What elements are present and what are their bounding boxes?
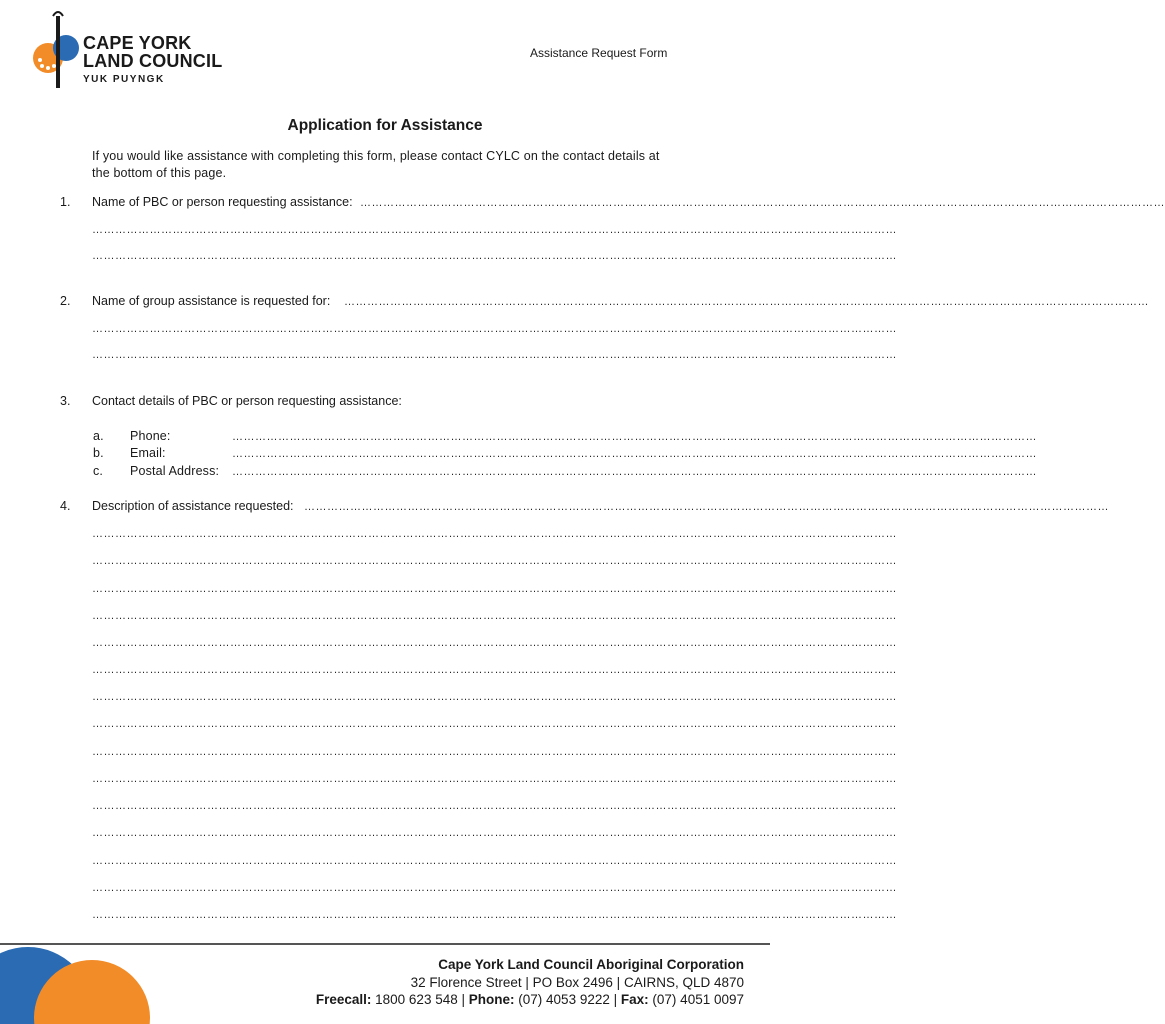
page-title: Application for Assistance xyxy=(287,117,483,134)
freecall-number[interactable]: 1800 623 548 xyxy=(375,992,458,1007)
q4-answer-line-1[interactable]: ………………………………………………………………………………………………………………………………………………………………………………………… xyxy=(304,501,1109,513)
q4-answer-line[interactable]: ………………………………………………………………………………………………………………………………………………………………………………………… xyxy=(92,583,897,595)
logo-line-2: LAND COUNCIL xyxy=(83,51,223,71)
q2-label: Name of group assistance is requested for: xyxy=(92,294,331,308)
email-field[interactable]: ………………………………………………………………………………………………………………………………………………………………………………………… xyxy=(232,448,1037,460)
q4-answer-line[interactable]: ………………………………………………………………………………………………………………………………………………………………………………………… xyxy=(92,637,897,649)
q1-answer-line-1[interactable]: ………………………………………………………………………………………………………………………………………………………………………………………… xyxy=(360,197,1165,209)
q1-answer-line-2[interactable]: ………………………………………………………………………………………………………………………………………………………………………………………… xyxy=(92,224,897,236)
q4-answer-line[interactable]: ………………………………………………………………………………………………………………………………………………………………………………………… xyxy=(92,746,897,758)
q4-answer-line[interactable]: ………………………………………………………………………………………………………………………………………………………………………………………… xyxy=(92,800,897,812)
fax-number: (07) 4051 0097 xyxy=(652,992,744,1007)
fax-label: Fax: xyxy=(620,992,649,1007)
q3-label: Contact details of PBC or person requesting assistance: xyxy=(92,394,402,408)
footer-address: 32 Florence Street | PO Box 2496 | CAIRNS, QLD 4870 xyxy=(410,975,744,990)
q4-number: 4. xyxy=(60,499,71,513)
q3c-letter: c. xyxy=(93,464,104,478)
logo-line-1: CAPE YORK xyxy=(83,33,192,53)
separator: | xyxy=(461,992,469,1007)
phone-number[interactable]: (07) 4053 9222 xyxy=(518,992,610,1007)
q4-answer-line[interactable]: ………………………………………………………………………………………………………………………………………………………………………………………… xyxy=(92,718,897,730)
footer-decoration-icon xyxy=(0,930,140,1024)
phone-label: Phone: xyxy=(468,992,515,1007)
q4-answer-line[interactable]: ………………………………………………………………………………………………………………………………………………………………………………………… xyxy=(92,528,897,540)
q3b-label: Email: xyxy=(130,446,166,460)
q4-answer-line[interactable]: ………………………………………………………………………………………………………………………………………………………………………………………… xyxy=(92,610,897,622)
q4-label: Description of assistance requested: xyxy=(92,499,294,513)
q3-number: 3. xyxy=(60,394,71,408)
q3b-letter: b. xyxy=(93,446,104,460)
q1-label: Name of PBC or person requesting assistance: xyxy=(92,195,353,209)
q4-answer-line[interactable]: ………………………………………………………………………………………………………………………………………………………………………………………… xyxy=(92,773,897,785)
q2-answer-line-3[interactable]: ………………………………………………………………………………………………………………………………………………………………………………………… xyxy=(92,349,897,361)
footer-contacts xyxy=(316,992,744,1007)
q4-answer-line[interactable]: ………………………………………………………………………………………………………………………………………………………………………………………… xyxy=(92,882,897,894)
q2-answer-line-2[interactable]: ………………………………………………………………………………………………………………………………………………………………………………………… xyxy=(92,323,897,335)
q2-number: 2. xyxy=(60,294,71,308)
q1-answer-line-3[interactable]: ………………………………………………………………………………………………………………………………………………………………………………………… xyxy=(92,250,897,262)
q4-answer-line[interactable]: ………………………………………………………………………………………………………………………………………………………………………………………… xyxy=(92,827,897,839)
q2-answer-line-1[interactable]: ………………………………………………………………………………………………………………………………………………………………………………………… xyxy=(344,296,1149,308)
q3a-label: Phone: xyxy=(130,429,171,443)
logo-emblem-icon xyxy=(28,8,88,88)
form-title: Assistance Request Form xyxy=(530,46,668,60)
footer-org: Cape York Land Council Aboriginal Corporation xyxy=(438,957,744,972)
cylc-logo xyxy=(28,8,228,88)
separator: | xyxy=(613,992,621,1007)
q4-answer-line[interactable]: ………………………………………………………………………………………………………………………………………………………………………………………… xyxy=(92,664,897,676)
freecall-label: Freecall: xyxy=(315,992,372,1007)
q1-number: 1. xyxy=(60,195,71,209)
q3c-label: Postal Address: xyxy=(130,464,220,478)
q4-answer-line[interactable]: ………………………………………………………………………………………………………………………………………………………………………………………… xyxy=(92,555,897,567)
q4-answer-line[interactable]: ………………………………………………………………………………………………………………………………………………………………………………………… xyxy=(92,855,897,867)
q4-answer-line[interactable]: ………………………………………………………………………………………………………………………………………………………………………………………… xyxy=(92,909,897,921)
logo-line-3: YUK PUYNGK xyxy=(83,74,165,85)
intro-line-2: the bottom of this page. xyxy=(92,166,227,180)
q4-answer-line[interactable]: ………………………………………………………………………………………………………………………………………………………………………………………… xyxy=(92,691,897,703)
intro-line-1: If you would like assistance with completing this form, please contact CYLC on the contact details at xyxy=(92,149,660,163)
phone-field[interactable]: ………………………………………………………………………………………………………………………………………………………………………………………… xyxy=(232,431,1037,443)
q3a-letter: a. xyxy=(93,429,104,443)
postal-address-field[interactable]: ………………………………………………………………………………………………………………………………………………………………………………………… xyxy=(232,466,1037,478)
